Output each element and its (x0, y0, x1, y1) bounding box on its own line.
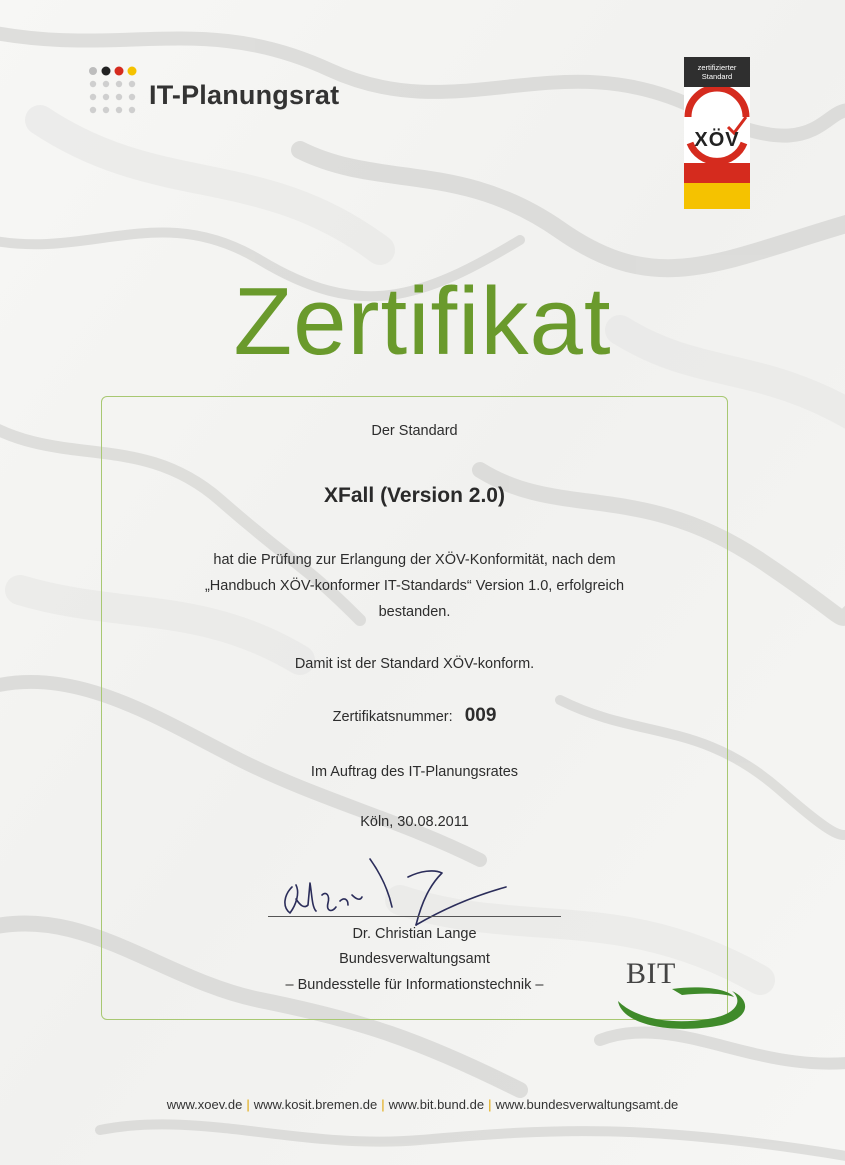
footer-link-bva[interactable]: www.bundesverwaltungsamt.de (495, 1097, 679, 1112)
signatory-name: Dr. Christian Lange (352, 926, 477, 942)
it-planungsrat-logo (88, 66, 388, 118)
badge-mark: XÖV (694, 129, 740, 151)
footer-links (0, 1097, 845, 1112)
conformity-statement: Damit ist der Standard XÖV-konform. (294, 656, 535, 672)
certificate-number-label: Zertifikatsnummer: (332, 709, 453, 725)
flag-gold-stripe (684, 183, 750, 209)
body-text-line2: „Handbuch XÖV-konformer IT-Standards“ Version 1.0, erfolgreich (204, 578, 625, 594)
footer-link-bit[interactable]: www.bit.bund.de (388, 1097, 485, 1112)
signature-line (268, 916, 561, 917)
bit-logo (612, 955, 752, 1035)
body-text-line3: bestanden. (378, 604, 451, 620)
footer-separator: | (246, 1097, 250, 1112)
intro-text: Der Standard (371, 423, 458, 439)
badge-caption (684, 57, 750, 87)
xoev-certified-badge (684, 57, 750, 209)
commission-text: Im Auftrag des IT-Planungsrates (310, 764, 519, 780)
bit-swoosh-icon (612, 955, 752, 1035)
signatory-department: – Bundesstelle für Informationstechnik – (285, 977, 544, 993)
footer-link-kosit[interactable]: www.kosit.bremen.de (253, 1097, 378, 1112)
certificate-title: Zertifikat (233, 268, 612, 375)
bit-logo-text: BIT (626, 957, 676, 990)
badge-caption-line1: zertifizierter (697, 63, 737, 72)
dot-grid-icon (88, 66, 140, 118)
certificate-number-row (101, 705, 728, 727)
standard-name: XFall (Version 2.0) (324, 484, 505, 507)
place-date: Köln, 30.08.2011 (360, 814, 469, 830)
organization-name: IT-Planungsrat (149, 80, 340, 110)
signatory-agency: Bundesverwaltungsamt (339, 951, 490, 967)
body-text-line1: hat die Prüfung zur Erlangung der XÖV-Konformität, nach dem (213, 552, 616, 568)
badge-caption-line2: Standard (701, 72, 733, 81)
handwritten-signature (270, 855, 510, 935)
footer-separator: | (381, 1097, 385, 1112)
certificate-number: 009 (464, 705, 497, 726)
footer-link-xoev[interactable]: www.xoev.de (166, 1097, 243, 1112)
flag-red-stripe (684, 163, 750, 183)
footer-separator: | (488, 1097, 492, 1112)
